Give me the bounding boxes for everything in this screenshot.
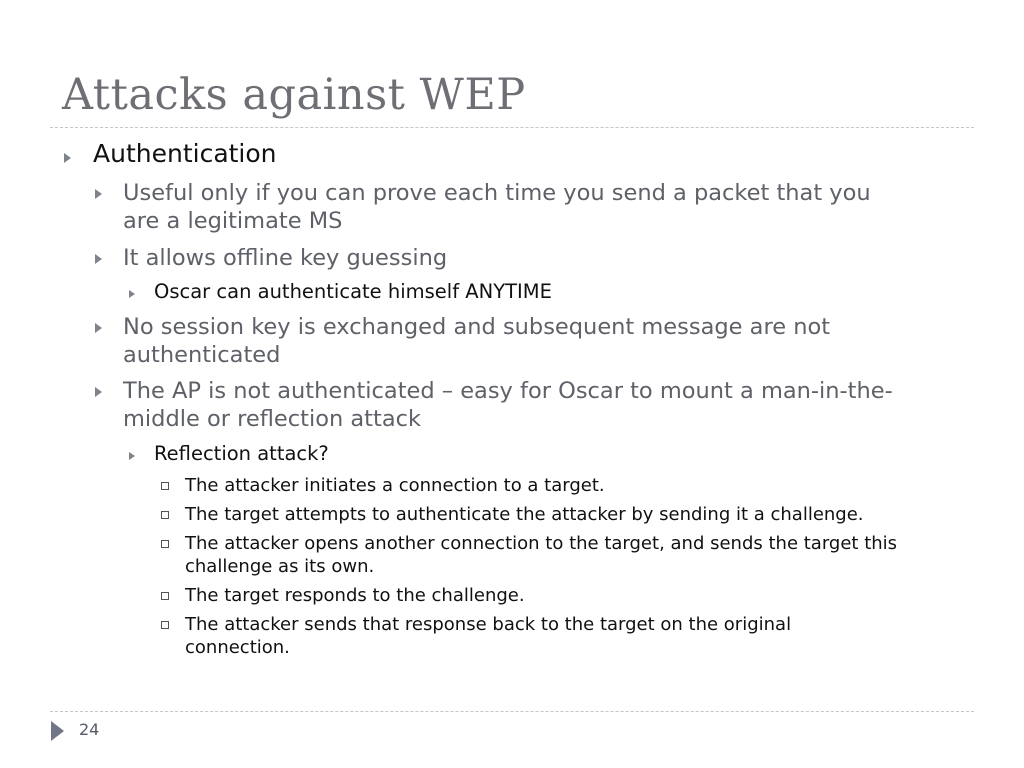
triangle-bullet-icon — [95, 189, 102, 199]
bullet-session-line2: authenticated — [123, 342, 281, 368]
step-line: The attacker sends that response back to the target on the original — [185, 614, 792, 635]
bullet-session-line1: No session key is exchanged and subsequent message are not — [123, 314, 831, 340]
bullet-ap-line2: middle or reflection attack — [123, 406, 422, 432]
square-bullet-icon — [161, 482, 169, 490]
square-bullet-icon — [161, 621, 169, 629]
triangle-bullet-icon — [129, 452, 135, 460]
footer-divider — [50, 711, 974, 712]
bullet-authentication: Authentication — [93, 139, 277, 168]
step-line: challenge as its own. — [185, 556, 375, 577]
slide-title: Attacks against WEP — [62, 70, 526, 120]
page-number: 24 — [79, 720, 100, 739]
triangle-bullet-icon — [64, 153, 71, 163]
bullet-useful-line2: are a legitimate MS — [123, 208, 343, 234]
square-bullet-icon — [161, 592, 169, 600]
step-line: connection. — [185, 637, 290, 658]
step-line: The attacker opens another connection to the target, and sends the target this — [185, 533, 898, 554]
step-line: The target attempts to authenticate the attacker by sending it a challenge. — [185, 504, 864, 525]
triangle-bullet-icon — [95, 323, 102, 333]
triangle-bullet-icon — [95, 254, 102, 264]
bullet-offline: It allows offline key guessing — [123, 245, 448, 271]
step-line: The target responds to the challenge. — [185, 585, 525, 606]
bullet-oscar: Oscar can authenticate himself ANYTIME — [154, 280, 552, 303]
triangle-bullet-icon — [95, 387, 102, 397]
step-line: The attacker initiates a connection to a target. — [185, 475, 605, 496]
bullet-ap-line1: The AP is not authenticated – easy for Oscar to mount a man-in-the- — [123, 378, 893, 404]
triangle-bullet-icon — [129, 290, 135, 298]
square-bullet-icon — [161, 540, 169, 548]
bullet-reflection: Reflection attack? — [154, 442, 329, 465]
footer-triangle-icon — [51, 721, 64, 741]
bullet-useful-line1: Useful only if you can prove each time you send a packet that you — [123, 180, 871, 206]
square-bullet-icon — [161, 511, 169, 519]
